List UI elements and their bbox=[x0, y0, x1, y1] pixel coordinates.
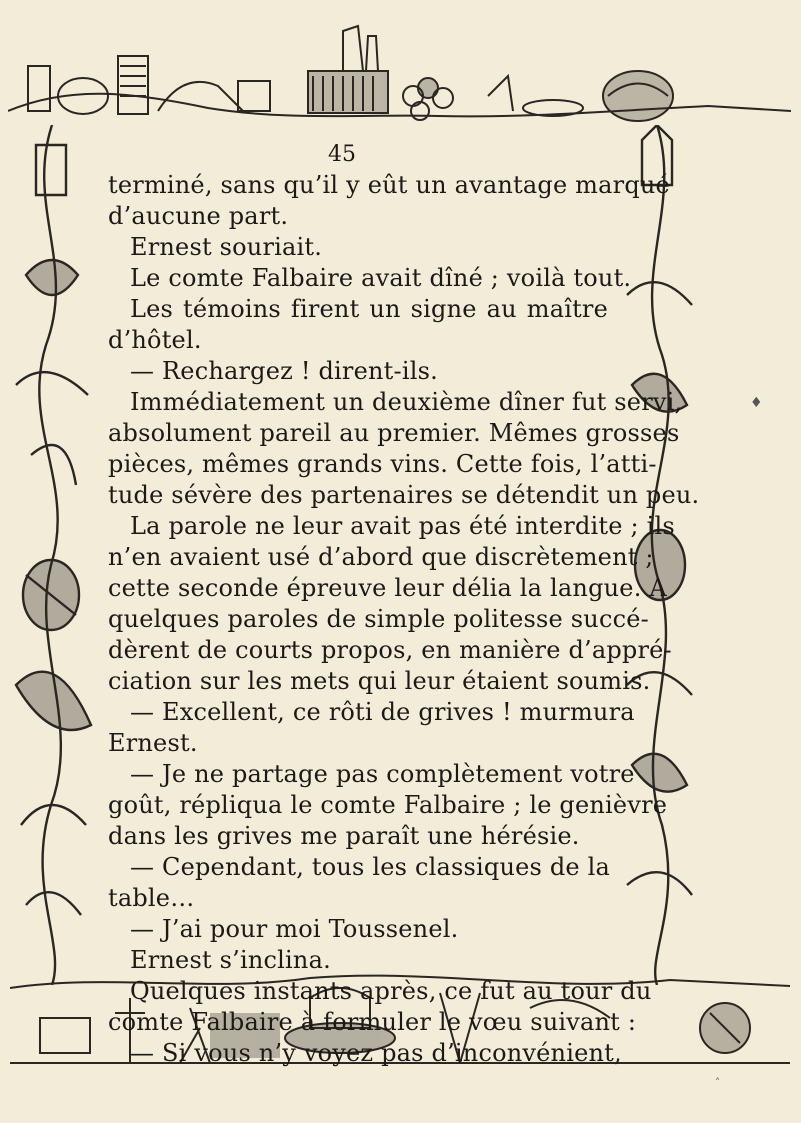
page-number: 45 bbox=[328, 142, 356, 167]
bottom-margin-mark: ˄ bbox=[715, 1078, 720, 1089]
text-line: comte Falbaire à formuler le vœu suivant : bbox=[108, 1008, 637, 1036]
text-line: tude sévère des partenaires se détendit un peu. bbox=[108, 481, 700, 509]
text-line: — Cependant, tous les classiques de la bbox=[130, 853, 611, 881]
text-line: cette seconde épreuve leur délia la langue. A bbox=[108, 574, 667, 602]
text-line: — J’ai pour moi Toussenel. bbox=[130, 915, 459, 943]
text-line: dans les grives me paraît une hérésie. bbox=[108, 822, 580, 850]
text-line: — Excellent, ce rôti de grives ! murmura bbox=[130, 698, 635, 726]
text-line: Le comte Falbaire avait dîné ; voilà tout. bbox=[130, 264, 632, 292]
text-line: — Rechargez ! dirent-ils. bbox=[130, 357, 438, 385]
text-line: — Si vous n’y voyez pas d’inconvénient, bbox=[130, 1039, 622, 1067]
text-line: terminé, sans qu’il y eût un avantage marqué bbox=[108, 171, 670, 199]
text-line: Quelques instants après, ce fut au tour du bbox=[130, 977, 652, 1005]
text-line: pièces, mêmes grands vins. Cette fois, l’atti- bbox=[108, 450, 657, 478]
text-line: La parole ne leur avait pas été interdite ; ils bbox=[130, 512, 675, 540]
text-line: dèrent de courts propos, en manière d’appré- bbox=[108, 636, 672, 664]
margin-mark: ♦ bbox=[750, 395, 763, 411]
text-line: d’hôtel. bbox=[108, 326, 202, 354]
text-line: table… bbox=[108, 884, 195, 912]
text-line: ciation sur les mets qui leur étaient soumis. bbox=[108, 667, 651, 695]
left-vine-ornament bbox=[6, 125, 98, 985]
top-still-life-engraving bbox=[8, 16, 791, 131]
text-line: Ernest souriait. bbox=[130, 233, 323, 261]
text-line: d’aucune part. bbox=[108, 202, 289, 230]
text-line: n’en avaient usé d’abord que discrètement ; bbox=[108, 543, 654, 571]
text-line: Ernest. bbox=[108, 729, 198, 757]
text-line: goût, répliqua le comte Falbaire ; le genièvre bbox=[108, 791, 668, 819]
text-line: absolument pareil au premier. Mêmes grosses bbox=[108, 419, 680, 447]
text-line: Immédiatement un deuxième dîner fut servi, bbox=[130, 388, 683, 416]
text-line: Les témoins firent un signe au maître bbox=[130, 295, 608, 323]
text-line: quelques paroles de simple politesse succé- bbox=[108, 605, 649, 633]
text-line: Ernest s’inclina. bbox=[130, 946, 331, 974]
text-line: — Je ne partage pas complètement votre bbox=[130, 760, 635, 788]
body-text bbox=[108, 170, 700, 1069]
